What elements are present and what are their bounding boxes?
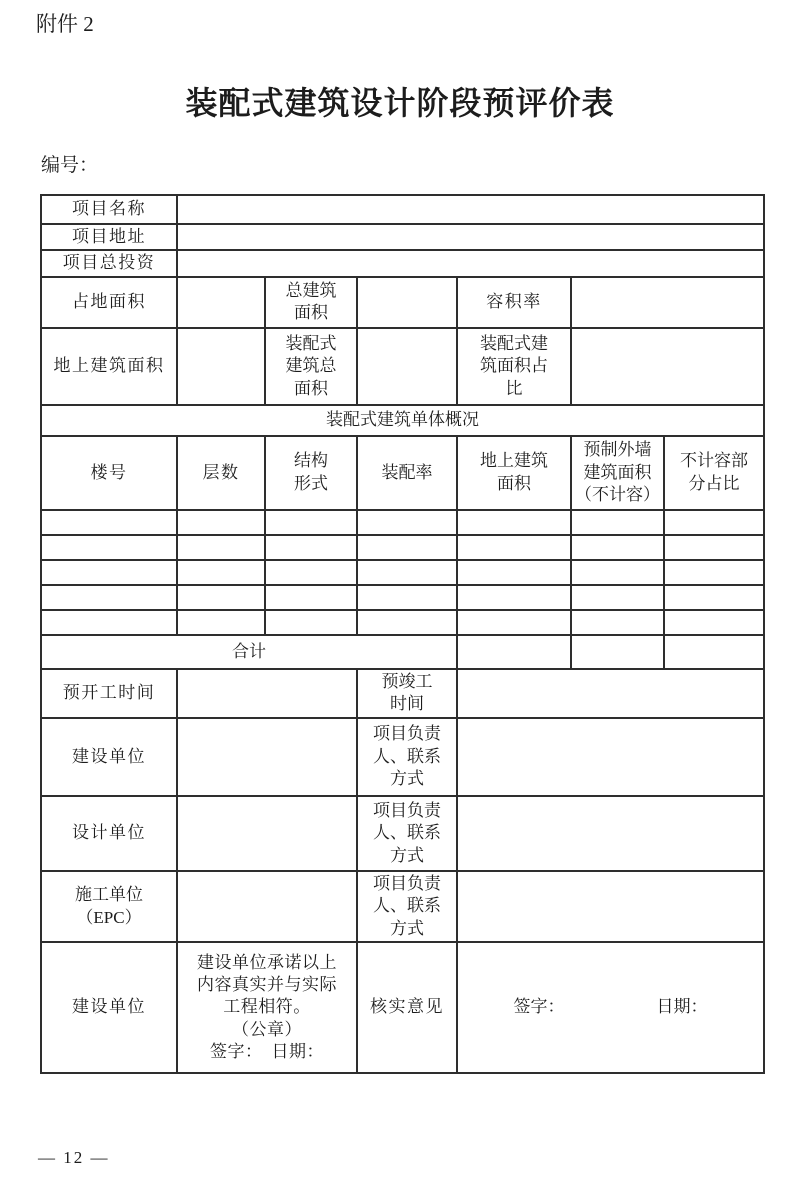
pre-evaluation-form-table	[40, 194, 765, 1074]
total-floor-area-value	[357, 277, 457, 328]
unit-header-building-no: 楼号	[41, 436, 177, 510]
unit-cell	[571, 535, 664, 560]
page-title: 装配式建筑设计阶段预评价表	[185, 85, 615, 121]
unit-cell	[177, 585, 265, 610]
unit-cell	[357, 610, 457, 635]
project-name-label: 项目名称	[41, 195, 177, 224]
prefab-area-ratio-label: 装配式建 筑面积占 比	[457, 328, 571, 405]
plot-ratio-value	[571, 277, 764, 328]
unit-cell	[571, 585, 664, 610]
project-name-value	[177, 195, 764, 224]
unit-cell	[265, 510, 357, 535]
unit-cell	[664, 535, 764, 560]
unit-header-structure-type: 结构 形式	[265, 436, 357, 510]
construction-unit-value	[177, 871, 357, 942]
design-unit-row	[41, 796, 764, 871]
plot-ratio-label: 容积率	[457, 277, 571, 328]
prefab-area-ratio-value	[571, 328, 764, 405]
unit-empty-row	[41, 560, 764, 585]
total-investment-value	[177, 250, 764, 276]
design-pm-contact-label: 项目负责 人、联系 方式	[357, 796, 457, 871]
unit-cell	[357, 510, 457, 535]
verification-label: 核实意见	[357, 942, 457, 1073]
unit-cell	[571, 560, 664, 585]
schedule-row	[41, 669, 764, 718]
unit-cell	[357, 585, 457, 610]
project-address-value	[177, 224, 764, 250]
owner-unit-value	[177, 718, 357, 796]
design-unit-label: 设计单位	[41, 796, 177, 871]
unit-empty-row	[41, 610, 764, 635]
unit-cell	[265, 560, 357, 585]
signature-line	[460, 996, 761, 1018]
unit-cell	[177, 560, 265, 585]
unit-cell	[265, 535, 357, 560]
above-ground-area-row	[41, 328, 764, 405]
owner-unit2-label: 建设单位	[41, 942, 177, 1073]
form-number-label: 编号：	[41, 155, 99, 176]
total-uncounted-ratio-value	[664, 635, 764, 669]
owner-unit-row	[41, 718, 764, 796]
unit-cell	[357, 560, 457, 585]
unit-cell	[457, 610, 571, 635]
owner-unit-label: 建设单位	[41, 718, 177, 796]
unit-section-header-row	[41, 405, 764, 436]
total-precast-wall-area-value	[571, 635, 664, 669]
unit-cell	[177, 510, 265, 535]
verification-signature-cell	[457, 942, 764, 1073]
land-area-value	[177, 277, 265, 328]
land-area-label: 占地面积	[41, 277, 177, 328]
unit-empty-row	[41, 585, 764, 610]
unit-cell	[177, 610, 265, 635]
unit-cell	[664, 510, 764, 535]
unit-cell	[41, 510, 177, 535]
land-area-row	[41, 277, 764, 328]
project-address-label: 项目地址	[41, 224, 177, 250]
page-number: — 12 —	[38, 1148, 110, 1167]
unit-cell	[664, 585, 764, 610]
unit-cell	[41, 585, 177, 610]
unit-header-above-ground-area: 地上建筑 面积	[457, 436, 571, 510]
construction-pm-contact-label: 项目负责 人、联系 方式	[357, 871, 457, 942]
construction-unit-row	[41, 871, 764, 942]
planned-start-value	[177, 669, 357, 718]
unit-header-precast-wall-area: 预制外墙 建筑面积 （不计容）	[571, 436, 664, 510]
unit-header-prefab-rate: 装配率	[357, 436, 457, 510]
unit-section-header: 装配式建筑单体概况	[41, 405, 764, 436]
total-floor-area-label: 总建筑 面积	[265, 277, 357, 328]
owner-pm-contact-value	[457, 718, 764, 796]
planned-start-label: 预开工时间	[41, 669, 177, 718]
unit-cell	[457, 510, 571, 535]
prefab-total-area-value	[357, 328, 457, 405]
unit-cell	[357, 535, 457, 560]
unit-empty-row	[41, 510, 764, 535]
verify-date-label: 日期：	[656, 997, 708, 1017]
unit-header-floors: 层数	[177, 436, 265, 510]
project-address-row	[41, 224, 764, 250]
unit-cell	[177, 535, 265, 560]
attachment-label: 附件 2	[36, 12, 94, 36]
unit-cell	[664, 560, 764, 585]
commitment-row	[41, 942, 764, 1073]
planned-completion-value	[457, 669, 764, 718]
construction-unit-label: 施工单位 （EPC）	[41, 871, 177, 942]
total-label: 合计	[41, 635, 457, 669]
owner-pm-contact-label: 项目负责 人、联系 方式	[357, 718, 457, 796]
unit-cell	[571, 610, 664, 635]
project-name-row	[41, 195, 764, 224]
unit-cell	[41, 560, 177, 585]
total-investment-row	[41, 250, 764, 276]
prefab-total-area-label: 装配式 建筑总 面积	[265, 328, 357, 405]
unit-cell	[265, 610, 357, 635]
total-investment-label: 项目总投资	[41, 250, 177, 276]
design-pm-contact-value	[457, 796, 764, 871]
construction-pm-contact-value	[457, 871, 764, 942]
total-above-ground-area-value	[457, 635, 571, 669]
unit-empty-row	[41, 535, 764, 560]
unit-cell	[265, 585, 357, 610]
unit-cell	[457, 560, 571, 585]
unit-cell	[41, 535, 177, 560]
verify-sign-label: 签字：	[513, 997, 565, 1017]
unit-cell	[457, 585, 571, 610]
unit-table-header-row	[41, 436, 764, 510]
design-unit-value	[177, 796, 357, 871]
unit-cell	[41, 610, 177, 635]
planned-completion-label: 预竣工 时间	[357, 669, 457, 718]
unit-cell	[664, 610, 764, 635]
unit-cell	[571, 510, 664, 535]
unit-header-uncounted-ratio: 不计容部 分占比	[664, 436, 764, 510]
unit-cell	[457, 535, 571, 560]
commitment-text: 建设单位承诺以上 内容真实并与实际 工程相符。 （公章） 签字： 日期：	[177, 942, 357, 1073]
above-ground-area-value	[177, 328, 265, 405]
above-ground-area-label: 地上建筑面积	[41, 328, 177, 405]
total-row	[41, 635, 764, 669]
